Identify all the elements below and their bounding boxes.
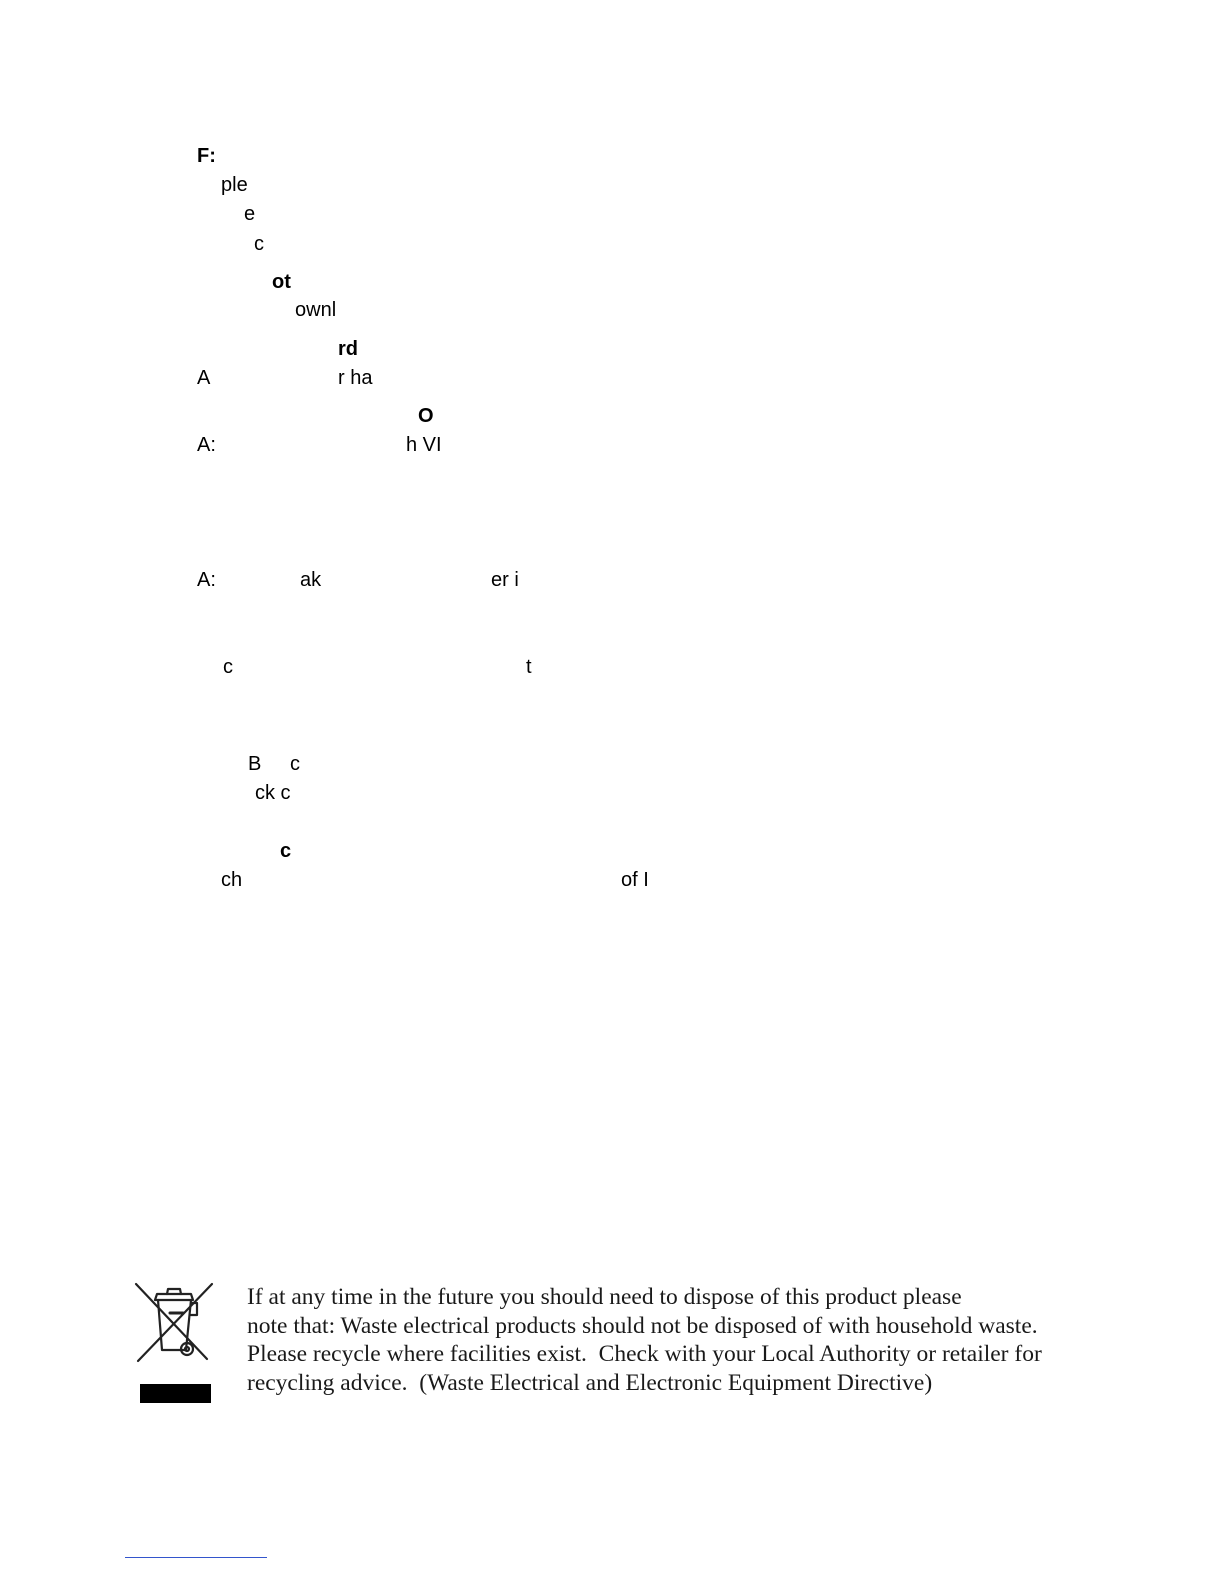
text-fragment: F:: [197, 145, 216, 167]
weee-notice-line: If at any time in the future you should need to dispose of this product please: [247, 1284, 962, 1310]
text-fragment: c: [290, 753, 300, 775]
text-fragment: r ha: [338, 367, 373, 389]
text-fragment: er i: [491, 569, 519, 591]
text-fragment: h VI: [406, 434, 442, 456]
text-fragment: B: [248, 753, 262, 775]
text-fragment: ot: [272, 271, 291, 293]
text-fragment: e: [244, 203, 256, 225]
text-fragment: c: [223, 656, 233, 678]
text-fragment: A: [197, 367, 211, 389]
footer-link-underline[interactable]: [125, 1557, 267, 1558]
weee-disposal-notice: [247, 1283, 1147, 1397]
text-fragment: of I: [621, 869, 649, 891]
weee-notice-line: Please recycle where facilities exist. Check with your Local Authority or retailer for: [247, 1341, 1042, 1367]
text-fragment: t: [526, 656, 532, 678]
text-fragment: c: [254, 233, 264, 255]
text-fragment: ownl: [295, 299, 337, 321]
text-fragment: ck c: [255, 782, 291, 804]
weee-notice-line: note that: Waste electrical products should not be disposed of with household waste.: [247, 1312, 1038, 1339]
text-fragment: A:: [197, 434, 216, 456]
text-fragment: ple: [221, 174, 248, 196]
text-fragment: A:: [197, 569, 216, 591]
text-fragment: c: [280, 840, 292, 862]
text-fragment: rd: [338, 338, 358, 360]
text-fragment: ch: [221, 869, 243, 891]
text-fragment: O: [418, 405, 434, 427]
weee-notice-line: recycling advice. (Waste Electrical and Electronic Equipment Directive): [247, 1369, 933, 1396]
text-fragment: ak: [300, 569, 322, 591]
crossed-out-wheelie-bin-icon: [133, 1281, 215, 1406]
